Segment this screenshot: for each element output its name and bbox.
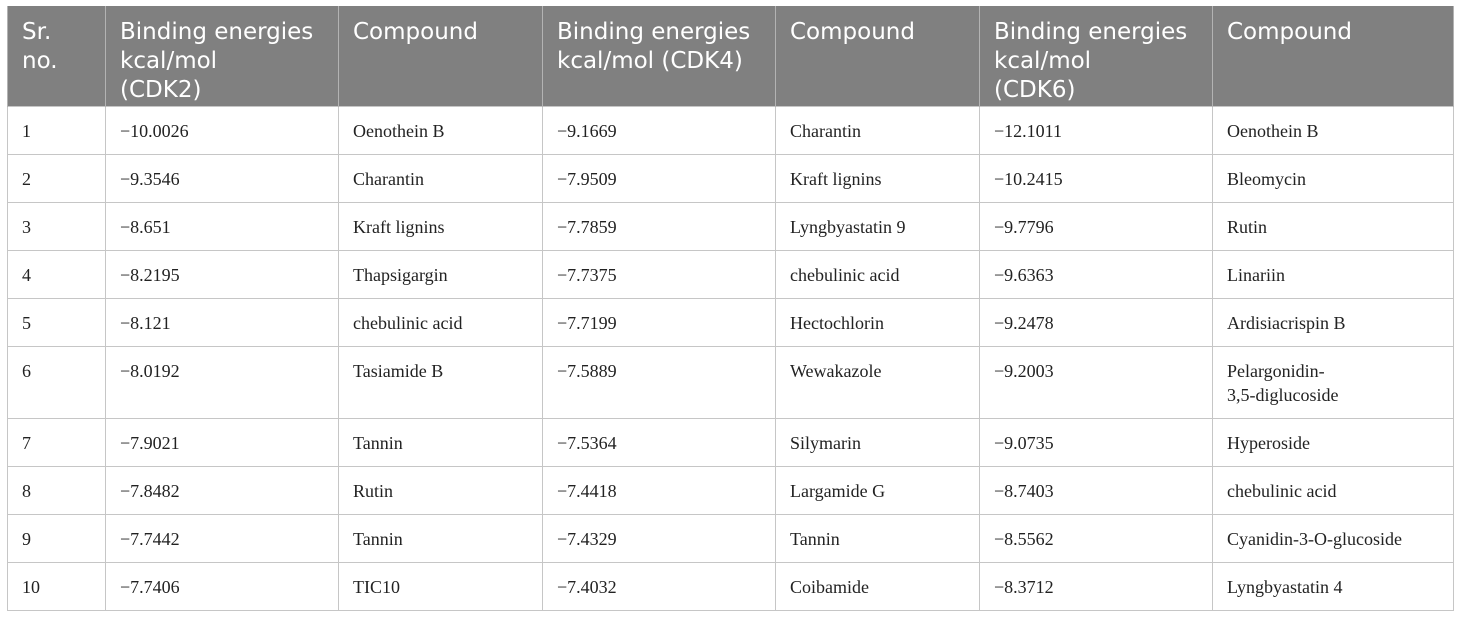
cdk4-energy-cell: −7.5889 [543,346,776,418]
cdk2-compound-cell: Tasiamide B [339,346,543,418]
cdk6-energy-cell: −8.3712 [980,562,1213,610]
cdk4-energy-cell: −7.7375 [543,250,776,298]
cdk6-compound-cell: Bleomycin [1213,154,1454,202]
cdk2-compound-cell: Thapsigargin [339,250,543,298]
cdk4-compound-cell: Tannin [776,514,980,562]
cdk2-energy-cell: −7.9021 [106,418,339,466]
cdk6-compound-cell: Rutin [1213,202,1454,250]
cdk2-compound-cell: Tannin [339,514,543,562]
cdk2-compound-cell: Oenothein B [339,106,543,154]
header-compound-cdk4: Compound [776,6,980,106]
table-row [8,250,1454,298]
table-row [8,418,1454,466]
cdk6-compound-cell: Lyngbyastatin 4 [1213,562,1454,610]
cdk6-energy-cell: −12.1011 [980,106,1213,154]
cdk2-energy-cell: −7.8482 [106,466,339,514]
cdk4-compound-cell: Lyngbyastatin 9 [776,202,980,250]
cdk6-energy-cell: −9.2003 [980,346,1213,418]
sr-no-cell: 10 [8,562,106,610]
cdk4-energy-cell: −7.5364 [543,418,776,466]
cdk6-compound-cell: chebulinic acid [1213,466,1454,514]
cdk6-energy-cell: −9.6363 [980,250,1213,298]
cdk4-energy-cell: −7.9509 [543,154,776,202]
cdk2-compound-cell: chebulinic acid [339,298,543,346]
table-row [8,106,1454,154]
cdk2-compound-cell: Charantin [339,154,543,202]
sr-no-cell: 2 [8,154,106,202]
header-binding-energy-cdk6: Binding energies kcal/mol (CDK6) [980,6,1213,106]
cdk6-energy-cell: −9.0735 [980,418,1213,466]
cdk4-compound-cell: Wewakazole [776,346,980,418]
sr-no-cell: 6 [8,346,106,418]
cdk4-energy-cell: −7.4329 [543,514,776,562]
cdk2-compound-cell: TIC10 [339,562,543,610]
cdk4-compound-cell: Coibamide [776,562,980,610]
cdk4-energy-cell: −7.7199 [543,298,776,346]
table-row [8,514,1454,562]
sr-no-cell: 3 [8,202,106,250]
cdk2-energy-cell: −7.7406 [106,562,339,610]
cdk6-energy-cell: −8.5562 [980,514,1213,562]
cdk2-compound-cell: Rutin [339,466,543,514]
table-row [8,562,1454,610]
cdk6-compound-cell: Cyanidin-3-O-glucoside [1213,514,1454,562]
header-row [8,6,1454,106]
header-compound-cdk6: Compound [1213,6,1454,106]
cdk4-compound-cell: Largamide G [776,466,980,514]
cdk4-compound-cell: chebulinic acid [776,250,980,298]
cdk2-energy-cell: −7.7442 [106,514,339,562]
sr-no-cell: 9 [8,514,106,562]
sr-no-cell: 8 [8,466,106,514]
cdk4-compound-cell: Kraft lignins [776,154,980,202]
header-sr-no: Sr. no. [8,6,106,106]
cdk6-energy-cell: −9.2478 [980,298,1213,346]
cdk6-compound-cell: Hyperoside [1213,418,1454,466]
cdk4-energy-cell: −7.4418 [543,466,776,514]
binding-energy-table [7,6,1454,611]
header-compound-cdk2: Compound [339,6,543,106]
table-row [8,202,1454,250]
cdk4-compound-cell: Silymarin [776,418,980,466]
sr-no-cell: 5 [8,298,106,346]
cdk2-energy-cell: −9.3546 [106,154,339,202]
header-binding-energy-cdk4: Binding energies kcal/mol (CDK4) [543,6,776,106]
cdk2-compound-cell: Tannin [339,418,543,466]
cdk6-compound-cell: Linariin [1213,250,1454,298]
cdk6-compound-cell: Oenothein B [1213,106,1454,154]
table-body [8,106,1454,610]
header-binding-energy-cdk2: Binding energies kcal/mol (CDK2) [106,6,339,106]
cdk2-energy-cell: −8.2195 [106,250,339,298]
cdk2-energy-cell: −10.0026 [106,106,339,154]
table-row [8,466,1454,514]
cdk6-energy-cell: −10.2415 [980,154,1213,202]
cdk2-energy-cell: −8.0192 [106,346,339,418]
cdk4-energy-cell: −7.7859 [543,202,776,250]
cdk4-compound-cell: Hectochlorin [776,298,980,346]
sr-no-cell: 4 [8,250,106,298]
cdk6-compound-cell: Pelargonidin- 3,5-diglucoside [1213,346,1454,418]
sr-no-cell: 7 [8,418,106,466]
cdk6-compound-cell: Ardisiacrispin B [1213,298,1454,346]
table-row [8,346,1454,418]
table-row [8,154,1454,202]
cdk2-energy-cell: −8.121 [106,298,339,346]
cdk6-energy-cell: −8.7403 [980,466,1213,514]
cdk6-energy-cell: −9.7796 [980,202,1213,250]
cdk2-compound-cell: Kraft lignins [339,202,543,250]
cdk4-energy-cell: −7.4032 [543,562,776,610]
table-row [8,298,1454,346]
cdk2-energy-cell: −8.651 [106,202,339,250]
sr-no-cell: 1 [8,106,106,154]
cdk4-energy-cell: −9.1669 [543,106,776,154]
cdk4-compound-cell: Charantin [776,106,980,154]
